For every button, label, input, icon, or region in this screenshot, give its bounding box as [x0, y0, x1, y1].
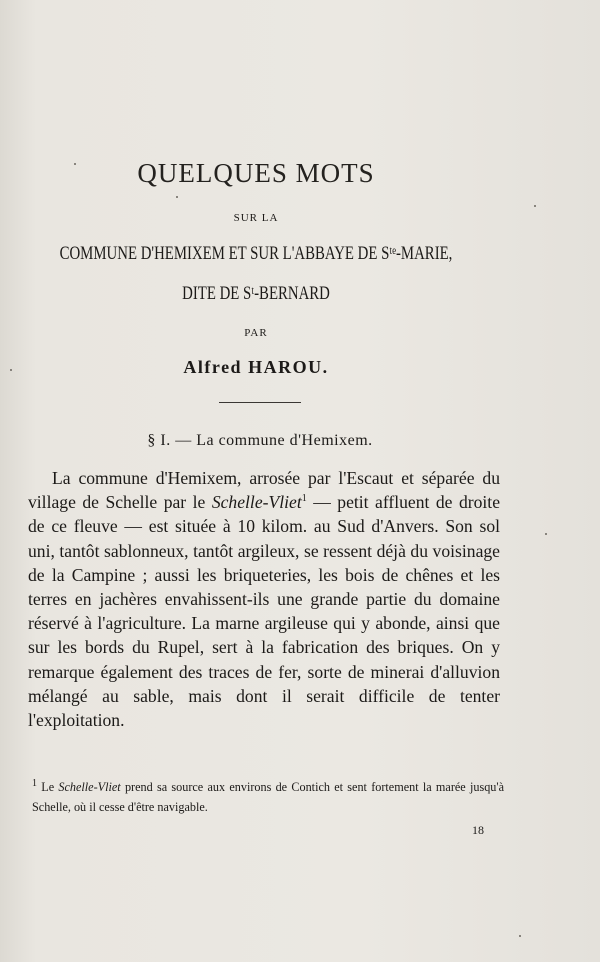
subtitle-sur-la: SUR LA: [233, 212, 279, 224]
subtitle-line-1: COMMUNE D'HEMIXEM ET SUR L'ABBAYE DE Sᵗᵉ-MARIE,: [59, 243, 453, 264]
paper-speck: [545, 533, 547, 535]
section-heading: § I. — La commune d'Hemixem.: [147, 432, 373, 449]
footnote-rest: prend sa source aux environs de Contich et sent fortement la marée jusqu'à Schelle, où il cesse d'être navigable.: [32, 780, 504, 814]
paper-speck: [519, 935, 521, 937]
by-label: PAR: [244, 327, 268, 339]
subtitle-line-2: DITE DE Sᵗ-BERNARD: [182, 283, 330, 304]
author-name: Alfred HAROU.: [183, 357, 329, 377]
footnote-mark: 1: [32, 777, 37, 789]
body-italic-place: Schelle-Vliet: [211, 492, 302, 513]
body-text-part-1: La commune d'Hemixem, arrosée par l'Escaut et séparée du village de Schelle par le: [28, 468, 500, 513]
footnote-italic-place: Schelle-Vliet: [58, 780, 121, 794]
body-paragraph: [28, 466, 500, 732]
page-title: QUELQUES MOTS: [137, 158, 375, 188]
divider-rule: [219, 402, 301, 403]
footnote: [32, 777, 504, 817]
footnote-reference: 1: [301, 493, 307, 505]
footnote-prefix: Le: [37, 780, 59, 794]
paper-speck: [74, 163, 76, 165]
body-text-part-2: — petit affluent de droite de ce fleuve — est située à 10 kilom. au Sud d'Anvers. Son sol uni, tantôt sablonneux, tantôt argileux, se ressent déjà du voisinage de la Campine ; aussi les briqueteries, les bois de chênes et les terres en jachères envahissent-ils une grande partie du domaine réservé à l'agriculture. La marne argileuse qui y abonde, ainsi que sur les bords du Rupel, sert à la fabrication des briques. On y remarque également des traces de fer, sorte de minerai d'alluvion mélangé au sable, mais dont il serait difficile de tenter l'exploitation.: [28, 492, 501, 731]
paper-speck: [10, 369, 12, 371]
page-number: 18: [472, 823, 484, 837]
paper-speck: [176, 196, 178, 198]
paper-speck: [534, 205, 536, 207]
